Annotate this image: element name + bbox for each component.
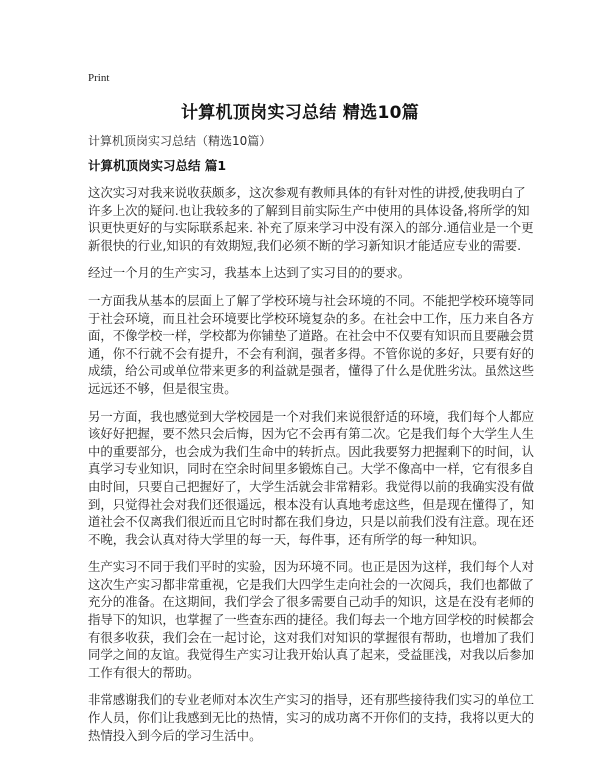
text-line: 充分的准备。在这期间，我们学会了很多需要自己动手的知识，这是在没有老师的 [88,594,535,610]
text-line: 另一方面，我也感觉到大学校园是一个对我们来说很舒适的环境，我们每个人都应 [88,408,535,424]
text-line: 到，只觉得社会对我们还很遥远，根本没有认真地考虑这些，但是现在懂得了，知 [88,496,535,512]
paragraph-1 [88,184,534,254]
text-line: 通，你不行就不会有提升，不会有利润，强者多得。不管你说的多好，只要有好的 [88,345,535,361]
text-line: 不晚，我会认真对待大学里的每一天，每件事，还有所学的每一种知识。 [88,531,485,547]
document-title: 计算机顶岗实习总结 精选10篇 [180,103,420,123]
text-line: 中的重要部分，也会成为我们生命中的转折点。因此我要努力把握剩下的时间，认 [88,443,535,459]
text-line: 由时间，只要自己把握好了，大学生活就会非常精彩。我觉得以前的我确实没有做 [88,478,535,494]
paragraph-5 [88,558,535,681]
text-line: 指导下的知识，也掌握了一些查东西的捷径。我们每去一个地方回学校的时候都会 [88,612,535,628]
text-line: 远远还不够，但是很宝贵。 [88,380,237,396]
text-line: 成绩，给公司或单位带来更多的利益就是强者，懂得了什么是优胜劣汰。虽然这些 [88,363,535,379]
text-line: 许多上次的疑问.也让我较多的了解到目前实际生产中使用的具体设备,将所学的知 [88,202,530,218]
paragraph-4 [88,408,535,549]
text-line: 工作有很大的帮助。 [88,664,200,680]
section-heading: 计算机顶岗实习总结 篇1 [88,158,227,173]
text-line: 真学习专业知识，同时在空余时间里多锻炼自己。大学不像高中一样，它有很多自 [88,461,535,477]
paragraph-3 [88,292,535,398]
document-subtitle: 计算机顶岗实习总结（精选10篇） [88,134,272,148]
text-line: 于社会环境，而且社会环境要比学校环境复杂的多。在社会中工作，压力来自各方 [88,310,535,326]
text-line: 同学之间的友谊。我觉得生产实习让我开始认真了起来，受益匪浅，对我以后参加 [88,647,535,663]
text-line: 生产实习不同于我们平时的实验，因为环境不同。也正是因为这样，我们每个人对 [88,559,535,575]
text-line: 有很多收获，我们会在一起讨论，这对我们对知识的掌握很有帮助，也增加了我们 [88,629,535,645]
print-label: Print [88,72,110,84]
document-body [88,184,535,754]
text-line: 识更快更好的与实际联系起来. 补充了原来学习中没有深入的部分.通信业是一个更 [88,220,534,236]
text-line: 热情投入到今后的学习生活中。 [88,727,262,743]
text-line: 作人员，你们让我感到无比的热情，实习的成功离不开你们的支持，我将以更大的 [88,710,535,726]
text-line: 一方面我从基本的层面上了解了学校环境与社会环境的不同。不能把学校环境等同 [88,292,535,308]
paragraph-6 [88,691,535,744]
paragraph-2 [88,264,528,282]
text-line: 道社会不仅离我们很近而且它时时都在我们身边，只是以前我们没有注意。现在还 [88,514,535,530]
text-line: 面，不像学校一样，学校都为你铺垫了道路。在社会中不仅要有知识而且要融会贯 [88,328,535,344]
text-line: 这次实习对我来说收获颇多，这次参观有教师具体的有针对性的讲授,使我明白了 [88,185,526,200]
text-line: 该好好把握，要不然只会后悔，因为它不会再有第二次。它是我们每个大学生人生 [88,426,535,442]
text-line: 经过一个月的生产实习，我基本上达到了实习目的的要求。 [88,265,411,281]
text-line: 新很快的行业,知识的有效期短,我们必须不断的学习新知识才能适应专业的需要. [88,237,522,253]
text-line: 非常感谢我们的专业老师对本次生产实习的指导，还有那些接待我们实习的单位工 [88,692,535,708]
text-line: 这次生产实习都非常重视，它是我们大四学生走向社会的一次阅兵，我们也都做了 [88,576,535,592]
